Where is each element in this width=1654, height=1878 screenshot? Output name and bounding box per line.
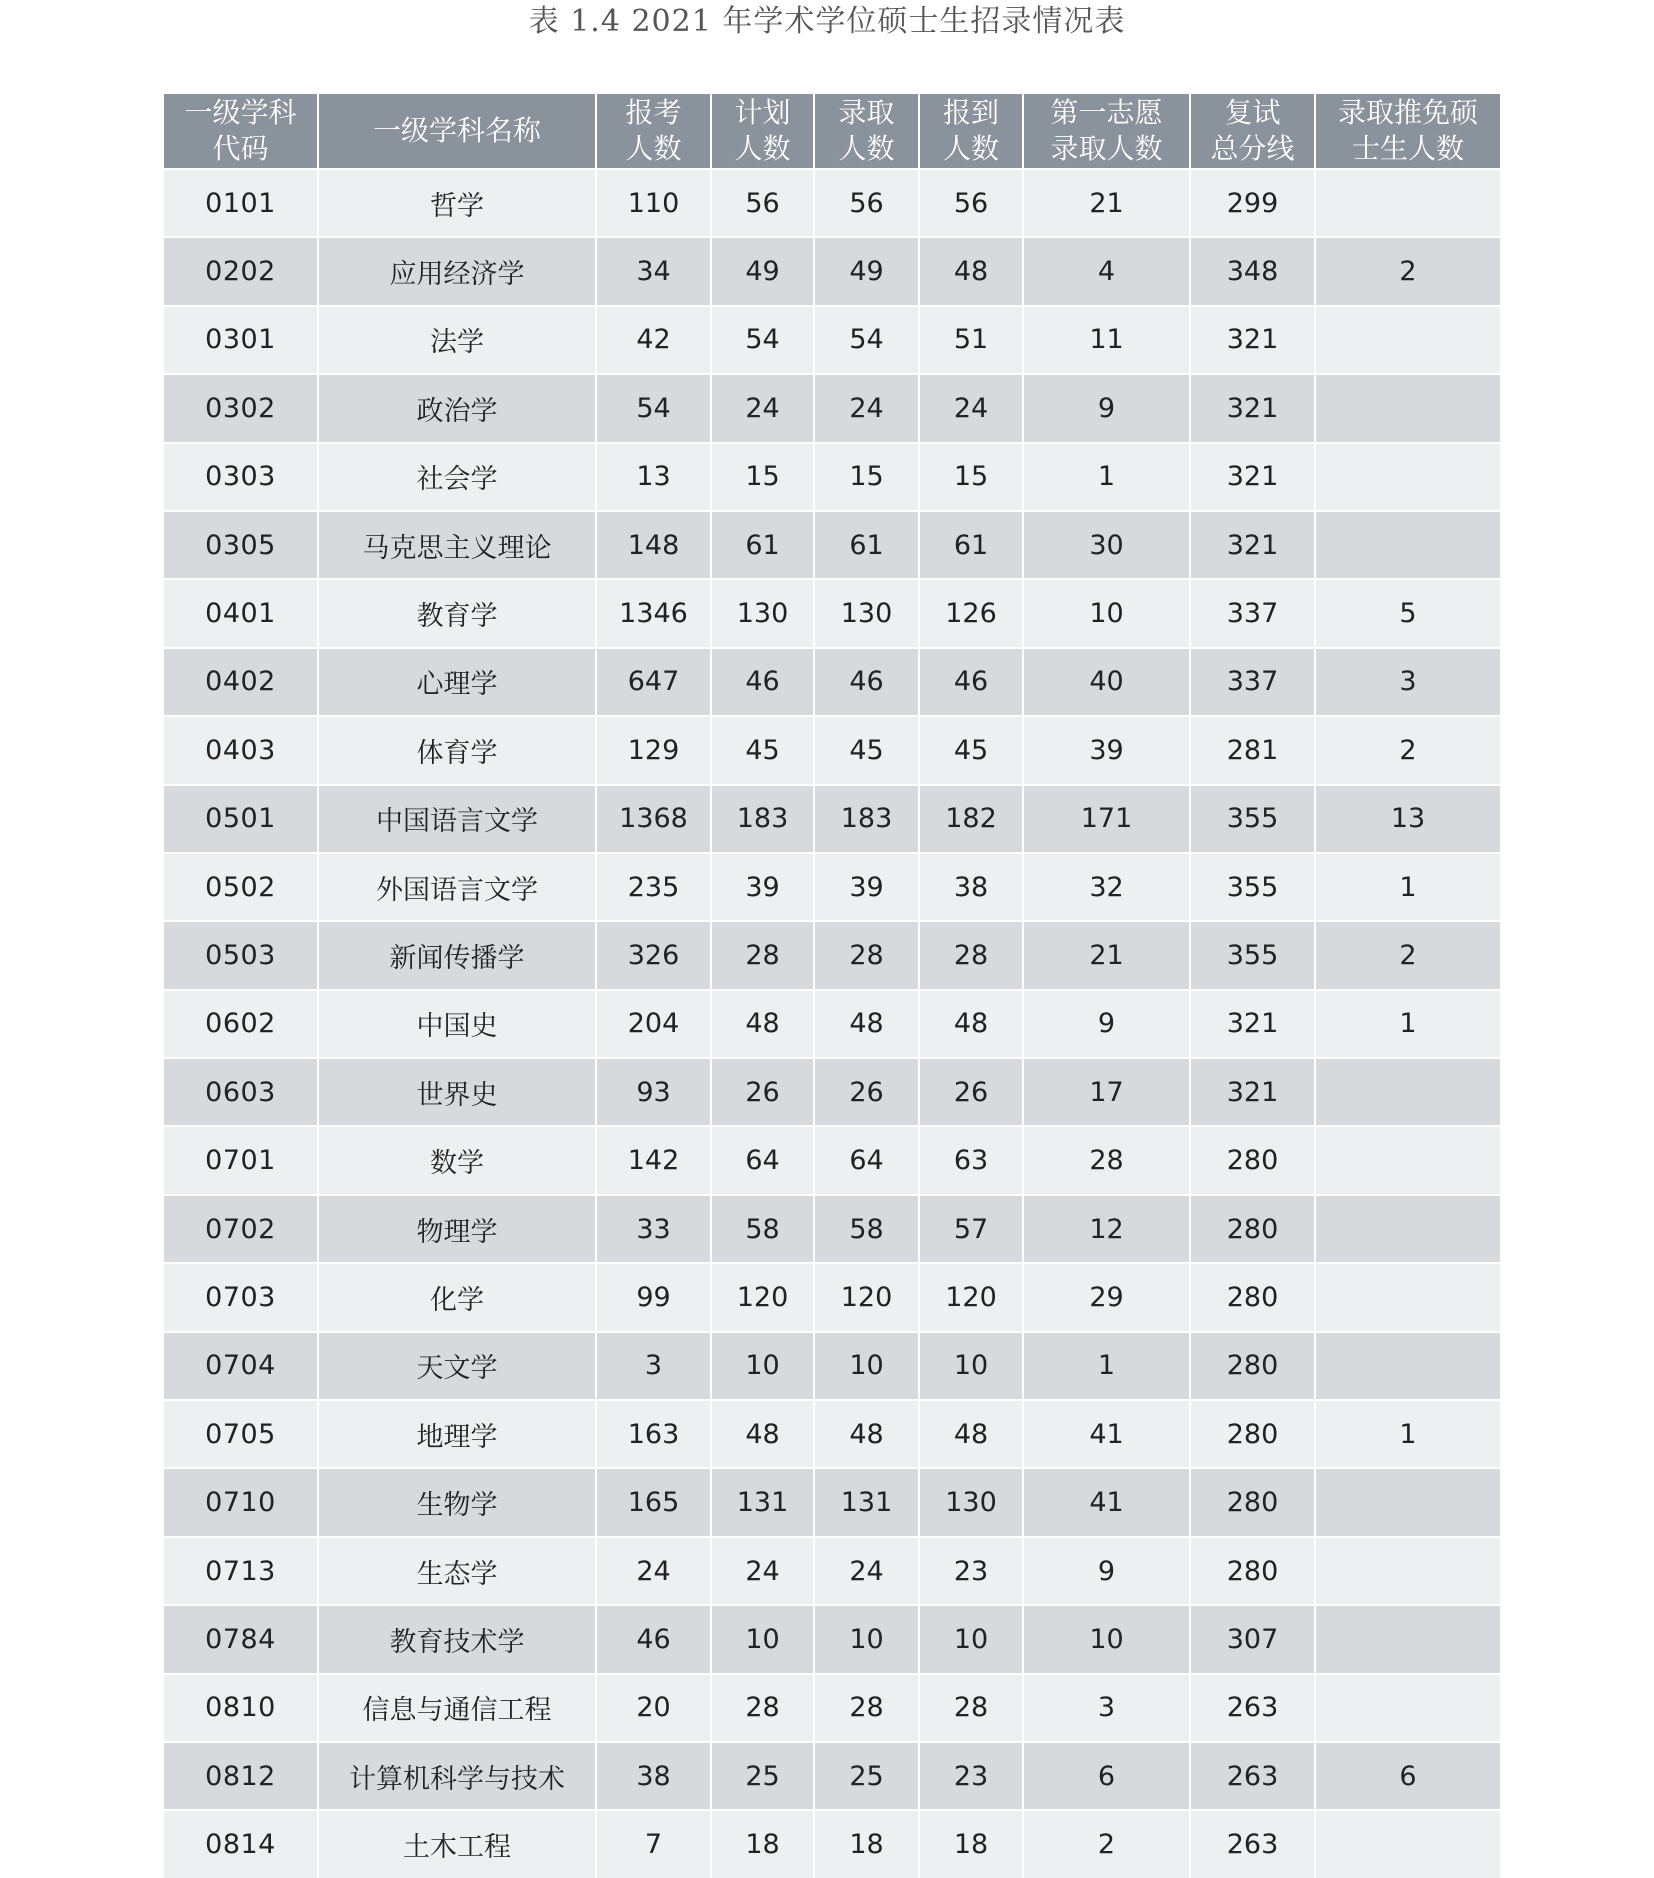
cell-discipline: 天文学	[318, 1332, 596, 1400]
cell-first-choice: 10	[1023, 1605, 1190, 1673]
cell-discipline: 应用经济学	[318, 237, 596, 305]
cell-admitted: 18	[814, 1810, 919, 1877]
cell-enrolled: 10	[919, 1605, 1023, 1673]
cell-recommended: 3	[1315, 648, 1500, 716]
table-row	[164, 785, 1500, 853]
cell-first-choice: 1	[1023, 443, 1190, 511]
cell-planned: 64	[711, 1126, 814, 1194]
cell-first-choice: 41	[1023, 1468, 1190, 1536]
table-row	[164, 1058, 1500, 1126]
cell-code: 0305	[164, 511, 318, 579]
cell-recommended	[1315, 1126, 1500, 1194]
cell-recommended	[1315, 1674, 1500, 1742]
cell-code: 0705	[164, 1400, 318, 1468]
table-row	[164, 648, 1500, 716]
cell-first-choice: 6	[1023, 1742, 1190, 1810]
cell-code: 0710	[164, 1468, 318, 1536]
cell-applicants: 1346	[596, 579, 711, 647]
cell-first-choice: 171	[1023, 785, 1190, 853]
admissions-table	[164, 94, 1500, 1878]
header-cutoff: 复试 总分线	[1190, 94, 1315, 169]
cell-recommended: 13	[1315, 785, 1500, 853]
cell-applicants: 24	[596, 1537, 711, 1605]
cell-cutoff: 280	[1190, 1195, 1315, 1263]
cell-code: 0401	[164, 579, 318, 647]
table-row	[164, 716, 1500, 784]
cell-admitted: 48	[814, 1400, 919, 1468]
cell-cutoff: 263	[1190, 1674, 1315, 1742]
cell-admitted: 45	[814, 716, 919, 784]
cell-admitted: 10	[814, 1332, 919, 1400]
cell-planned: 46	[711, 648, 814, 716]
header-first-choice: 第一志愿 录取人数	[1023, 94, 1190, 169]
cell-first-choice: 41	[1023, 1400, 1190, 1468]
header-code: 一级学科 代码	[164, 94, 318, 169]
cell-admitted: 24	[814, 1537, 919, 1605]
cell-applicants: 34	[596, 237, 711, 305]
cell-admitted: 58	[814, 1195, 919, 1263]
cell-first-choice: 4	[1023, 237, 1190, 305]
cell-enrolled: 23	[919, 1537, 1023, 1605]
cell-discipline: 化学	[318, 1263, 596, 1331]
cell-cutoff: 337	[1190, 579, 1315, 647]
cell-recommended	[1315, 1810, 1500, 1877]
cell-enrolled: 126	[919, 579, 1023, 647]
cell-planned: 48	[711, 990, 814, 1058]
cell-admitted: 56	[814, 169, 919, 237]
table-row	[164, 237, 1500, 305]
cell-enrolled: 56	[919, 169, 1023, 237]
cell-discipline: 新闻传播学	[318, 921, 596, 989]
cell-discipline: 社会学	[318, 443, 596, 511]
cell-recommended	[1315, 511, 1500, 579]
cell-discipline: 生物学	[318, 1468, 596, 1536]
cell-enrolled: 45	[919, 716, 1023, 784]
cell-code: 0501	[164, 785, 318, 853]
cell-first-choice: 28	[1023, 1126, 1190, 1194]
cell-applicants: 33	[596, 1195, 711, 1263]
cell-discipline: 中国语言文学	[318, 785, 596, 853]
cell-admitted: 39	[814, 853, 919, 921]
cell-first-choice: 3	[1023, 1674, 1190, 1742]
table-row	[164, 990, 1500, 1058]
cell-applicants: 142	[596, 1126, 711, 1194]
cell-recommended: 2	[1315, 237, 1500, 305]
cell-code: 0812	[164, 1742, 318, 1810]
cell-discipline: 教育学	[318, 579, 596, 647]
cell-enrolled: 61	[919, 511, 1023, 579]
table-row	[164, 853, 1500, 921]
cell-code: 0502	[164, 853, 318, 921]
cell-applicants: 165	[596, 1468, 711, 1536]
cell-code: 0402	[164, 648, 318, 716]
cell-admitted: 120	[814, 1263, 919, 1331]
cell-recommended	[1315, 1263, 1500, 1331]
cell-planned: 56	[711, 169, 814, 237]
cell-applicants: 93	[596, 1058, 711, 1126]
cell-planned: 39	[711, 853, 814, 921]
cell-cutoff: 321	[1190, 306, 1315, 374]
cell-first-choice: 32	[1023, 853, 1190, 921]
cell-recommended	[1315, 443, 1500, 511]
cell-cutoff: 280	[1190, 1468, 1315, 1536]
cell-first-choice: 29	[1023, 1263, 1190, 1331]
cell-admitted: 48	[814, 990, 919, 1058]
cell-enrolled: 120	[919, 1263, 1023, 1331]
cell-planned: 131	[711, 1468, 814, 1536]
cell-enrolled: 28	[919, 921, 1023, 989]
cell-code: 0701	[164, 1126, 318, 1194]
cell-cutoff: 263	[1190, 1742, 1315, 1810]
cell-planned: 15	[711, 443, 814, 511]
cell-enrolled: 57	[919, 1195, 1023, 1263]
cell-recommended: 1	[1315, 990, 1500, 1058]
cell-discipline: 中国史	[318, 990, 596, 1058]
cell-admitted: 54	[814, 306, 919, 374]
cell-admitted: 10	[814, 1605, 919, 1673]
cell-enrolled: 130	[919, 1468, 1023, 1536]
cell-admitted: 49	[814, 237, 919, 305]
cell-discipline: 生态学	[318, 1537, 596, 1605]
cell-discipline: 世界史	[318, 1058, 596, 1126]
cell-code: 0703	[164, 1263, 318, 1331]
cell-recommended: 6	[1315, 1742, 1500, 1810]
header-planned: 计划 人数	[711, 94, 814, 169]
cell-discipline: 教育技术学	[318, 1605, 596, 1673]
cell-planned: 45	[711, 716, 814, 784]
cell-code: 0784	[164, 1605, 318, 1673]
cell-planned: 120	[711, 1263, 814, 1331]
cell-planned: 10	[711, 1605, 814, 1673]
cell-planned: 28	[711, 921, 814, 989]
cell-discipline: 哲学	[318, 169, 596, 237]
cell-admitted: 61	[814, 511, 919, 579]
cell-discipline: 心理学	[318, 648, 596, 716]
admissions-table-container	[164, 94, 1500, 1878]
cell-enrolled: 48	[919, 237, 1023, 305]
cell-recommended	[1315, 1195, 1500, 1263]
cell-cutoff: 280	[1190, 1126, 1315, 1194]
cell-recommended	[1315, 306, 1500, 374]
table-row	[164, 1263, 1500, 1331]
cell-enrolled: 24	[919, 374, 1023, 442]
cell-enrolled: 63	[919, 1126, 1023, 1194]
cell-code: 0101	[164, 169, 318, 237]
cell-code: 0603	[164, 1058, 318, 1126]
cell-code: 0704	[164, 1332, 318, 1400]
table-row	[164, 1605, 1500, 1673]
cell-admitted: 28	[814, 1674, 919, 1742]
cell-planned: 25	[711, 1742, 814, 1810]
cell-enrolled: 28	[919, 1674, 1023, 1742]
cell-applicants: 148	[596, 511, 711, 579]
cell-admitted: 130	[814, 579, 919, 647]
cell-recommended	[1315, 1468, 1500, 1536]
cell-cutoff: 299	[1190, 169, 1315, 237]
cell-cutoff: 307	[1190, 1605, 1315, 1673]
table-body	[164, 169, 1500, 1878]
cell-planned: 183	[711, 785, 814, 853]
cell-admitted: 131	[814, 1468, 919, 1536]
cell-recommended: 5	[1315, 579, 1500, 647]
cell-applicants: 647	[596, 648, 711, 716]
cell-enrolled: 46	[919, 648, 1023, 716]
cell-cutoff: 321	[1190, 374, 1315, 442]
cell-applicants: 110	[596, 169, 711, 237]
cell-planned: 58	[711, 1195, 814, 1263]
cell-cutoff: 337	[1190, 648, 1315, 716]
cell-discipline: 地理学	[318, 1400, 596, 1468]
cell-applicants: 7	[596, 1810, 711, 1877]
cell-cutoff: 280	[1190, 1332, 1315, 1400]
cell-code: 0303	[164, 443, 318, 511]
table-row	[164, 1537, 1500, 1605]
cell-cutoff: 348	[1190, 237, 1315, 305]
cell-planned: 10	[711, 1332, 814, 1400]
cell-applicants: 326	[596, 921, 711, 989]
table-header	[164, 94, 1500, 169]
table-row	[164, 306, 1500, 374]
table-row	[164, 1742, 1500, 1810]
cell-first-choice: 21	[1023, 921, 1190, 989]
cell-code: 0302	[164, 374, 318, 442]
cell-enrolled: 18	[919, 1810, 1023, 1877]
cell-recommended: 2	[1315, 921, 1500, 989]
table-row	[164, 443, 1500, 511]
cell-discipline: 土木工程	[318, 1810, 596, 1877]
cell-planned: 61	[711, 511, 814, 579]
cell-admitted: 28	[814, 921, 919, 989]
table-row	[164, 1400, 1500, 1468]
cell-code: 0403	[164, 716, 318, 784]
cell-recommended	[1315, 1605, 1500, 1673]
cell-first-choice: 9	[1023, 990, 1190, 1058]
cell-discipline: 外国语言文学	[318, 853, 596, 921]
cell-enrolled: 48	[919, 1400, 1023, 1468]
cell-enrolled: 26	[919, 1058, 1023, 1126]
cell-recommended	[1315, 169, 1500, 237]
cell-cutoff: 321	[1190, 990, 1315, 1058]
cell-recommended	[1315, 1537, 1500, 1605]
cell-enrolled: 38	[919, 853, 1023, 921]
cell-enrolled: 182	[919, 785, 1023, 853]
header-row	[164, 94, 1500, 169]
cell-first-choice: 40	[1023, 648, 1190, 716]
cell-applicants: 3	[596, 1332, 711, 1400]
cell-applicants: 13	[596, 443, 711, 511]
cell-applicants: 42	[596, 306, 711, 374]
cell-discipline: 数学	[318, 1126, 596, 1194]
cell-cutoff: 281	[1190, 716, 1315, 784]
cell-recommended	[1315, 1332, 1500, 1400]
cell-code: 0814	[164, 1810, 318, 1877]
cell-first-choice: 9	[1023, 374, 1190, 442]
cell-applicants: 204	[596, 990, 711, 1058]
cell-admitted: 64	[814, 1126, 919, 1194]
cell-discipline: 物理学	[318, 1195, 596, 1263]
cell-planned: 48	[711, 1400, 814, 1468]
cell-cutoff: 321	[1190, 443, 1315, 511]
cell-first-choice: 21	[1023, 169, 1190, 237]
header-enrolled: 报到 人数	[919, 94, 1023, 169]
cell-planned: 24	[711, 374, 814, 442]
cell-planned: 130	[711, 579, 814, 647]
table-row	[164, 579, 1500, 647]
cell-planned: 18	[711, 1810, 814, 1877]
cell-applicants: 54	[596, 374, 711, 442]
cell-code: 0202	[164, 237, 318, 305]
cell-discipline: 体育学	[318, 716, 596, 784]
cell-admitted: 46	[814, 648, 919, 716]
cell-admitted: 24	[814, 374, 919, 442]
cell-discipline: 政治学	[318, 374, 596, 442]
cell-first-choice: 2	[1023, 1810, 1190, 1877]
table-row	[164, 1810, 1500, 1877]
table-row	[164, 1674, 1500, 1742]
cell-enrolled: 23	[919, 1742, 1023, 1810]
cell-discipline: 马克思主义理论	[318, 511, 596, 579]
cell-enrolled: 10	[919, 1332, 1023, 1400]
cell-planned: 54	[711, 306, 814, 374]
cell-admitted: 26	[814, 1058, 919, 1126]
cell-applicants: 20	[596, 1674, 711, 1742]
cell-first-choice: 10	[1023, 579, 1190, 647]
cell-enrolled: 51	[919, 306, 1023, 374]
cell-planned: 49	[711, 237, 814, 305]
cell-cutoff: 263	[1190, 1810, 1315, 1877]
table-row	[164, 169, 1500, 237]
header-recommended: 录取推免硕 士生人数	[1315, 94, 1500, 169]
cell-applicants: 235	[596, 853, 711, 921]
cell-discipline: 法学	[318, 306, 596, 374]
cell-first-choice: 39	[1023, 716, 1190, 784]
cell-enrolled: 15	[919, 443, 1023, 511]
cell-planned: 24	[711, 1537, 814, 1605]
cell-cutoff: 321	[1190, 511, 1315, 579]
cell-applicants: 129	[596, 716, 711, 784]
cell-code: 0810	[164, 1674, 318, 1742]
cell-first-choice: 30	[1023, 511, 1190, 579]
cell-admitted: 183	[814, 785, 919, 853]
cell-cutoff: 280	[1190, 1537, 1315, 1605]
cell-code: 0301	[164, 306, 318, 374]
cell-first-choice: 9	[1023, 1537, 1190, 1605]
cell-code: 0503	[164, 921, 318, 989]
cell-admitted: 25	[814, 1742, 919, 1810]
cell-first-choice: 17	[1023, 1058, 1190, 1126]
cell-first-choice: 1	[1023, 1332, 1190, 1400]
cell-applicants: 38	[596, 1742, 711, 1810]
table-caption: 表 1.4 2021 年学术学位硕士生招录情况表	[528, 4, 1126, 39]
cell-discipline: 信息与通信工程	[318, 1674, 596, 1742]
table-row	[164, 1126, 1500, 1194]
cell-recommended	[1315, 1058, 1500, 1126]
table-row	[164, 921, 1500, 989]
cell-recommended	[1315, 374, 1500, 442]
header-name: 一级学科名称	[318, 94, 596, 169]
cell-code: 0713	[164, 1537, 318, 1605]
table-row	[164, 374, 1500, 442]
header-applicants: 报考 人数	[596, 94, 711, 169]
cell-cutoff: 355	[1190, 853, 1315, 921]
cell-applicants: 1368	[596, 785, 711, 853]
cell-admitted: 15	[814, 443, 919, 511]
table-row	[164, 511, 1500, 579]
cell-recommended: 1	[1315, 853, 1500, 921]
cell-cutoff: 280	[1190, 1263, 1315, 1331]
cell-first-choice: 12	[1023, 1195, 1190, 1263]
cell-planned: 28	[711, 1674, 814, 1742]
cell-planned: 26	[711, 1058, 814, 1126]
cell-applicants: 163	[596, 1400, 711, 1468]
cell-applicants: 99	[596, 1263, 711, 1331]
cell-discipline: 计算机科学与技术	[318, 1742, 596, 1810]
cell-applicants: 46	[596, 1605, 711, 1673]
cell-code: 0702	[164, 1195, 318, 1263]
cell-cutoff: 321	[1190, 1058, 1315, 1126]
cell-recommended: 2	[1315, 716, 1500, 784]
table-row	[164, 1195, 1500, 1263]
cell-cutoff: 355	[1190, 921, 1315, 989]
table-row	[164, 1332, 1500, 1400]
cell-first-choice: 11	[1023, 306, 1190, 374]
cell-cutoff: 355	[1190, 785, 1315, 853]
cell-cutoff: 280	[1190, 1400, 1315, 1468]
cell-code: 0602	[164, 990, 318, 1058]
table-row	[164, 1468, 1500, 1536]
cell-enrolled: 48	[919, 990, 1023, 1058]
cell-recommended: 1	[1315, 1400, 1500, 1468]
header-admitted: 录取 人数	[814, 94, 919, 169]
